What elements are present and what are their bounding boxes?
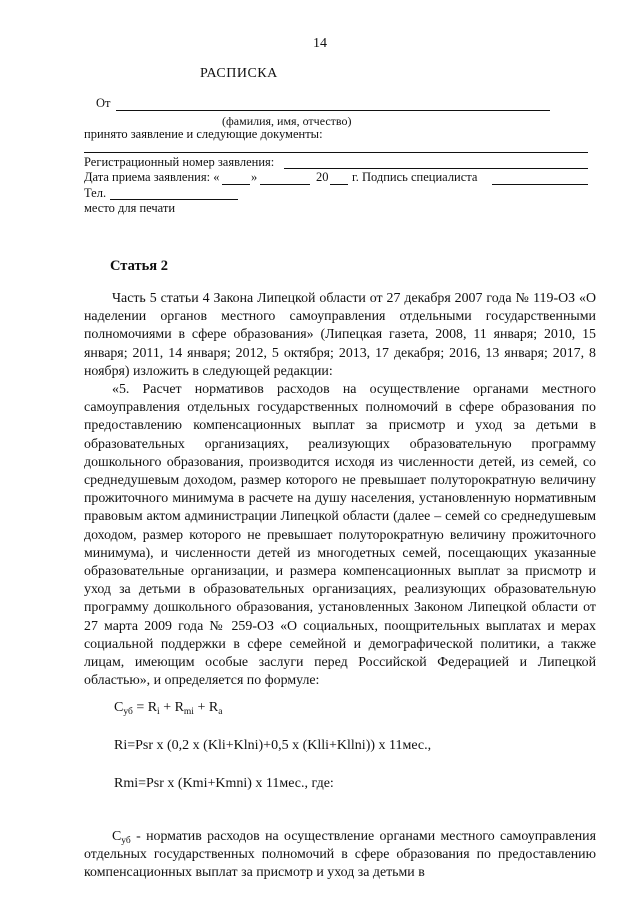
date-label: Дата приема заявления: « bbox=[84, 170, 220, 184]
year-underline bbox=[330, 184, 348, 185]
formula-rmi: Rmi=Psr x (Kmi+Kmni) x 11мес., где: bbox=[114, 776, 334, 791]
month-underline bbox=[260, 184, 310, 185]
article-heading: Статья 2 bbox=[110, 258, 168, 274]
phone-underline bbox=[110, 199, 238, 200]
formula-cub: $С_{уб} = R_i + R_{mi} + R_a$ bbox=[114, 700, 223, 717]
definition-text: - норматив расходов на осуществление органами местного самоуправления отдельных государственных полномочий в сфере образования по предоставлению компенсационных выплат за присмотр и уход за детьми в bbox=[84, 829, 596, 881]
fio-caption: (фамилия, имя, отчество) bbox=[222, 114, 352, 128]
documents-underline bbox=[84, 152, 588, 153]
date-quote-close: » bbox=[251, 170, 258, 184]
article-paragraph-1: Часть 5 статьи 4 Закона Липецкой области от 27 декабря 2007 года № 119-ОЗ «О наделении органов местного самоуправления отдельными государственными полномочиями в сфере образования» (Липецкая газета, 2008, 11 января; 2010, 15 января; 2011, 14 января; 2012, 5 октября; 2013, 17 декабря; 2016, 13 января; 2017, 8 ноября) изложить в следующей редакции: bbox=[84, 291, 596, 379]
definition-paragraph: $С_{уб}$ - норматив расходов на осуществление органами местного самоуправления отдельных государственных полномочий в сфере образования по предоставлению компенсационных выплат за присмотр и уход за детьми в bbox=[84, 829, 596, 881]
year-prefix: 20 bbox=[316, 170, 329, 184]
signature-underline bbox=[492, 184, 588, 185]
reg-number-underline bbox=[284, 168, 588, 169]
article-body bbox=[84, 290, 596, 690]
article-paragraph-2: «5. Расчет нормативов расходов на осуществление органами местного самоуправления отдельных государственных полномочий в сфере образования по предоставлению компенсационных выплат за присмотр и уход за детьми в образовательных организациях, реализующих образовательную программу дошкольного образования, производится исходя из численности детей, из семей, со среднедушевым доходом, размер которого не превышает полуторократную величину прожиточного минимума в расчете на душу населения, установленную нормативным правовым актом администрации Липецкой области (далее – семей со среднедушевым доходом, размер которого не превышает полуторократную величину прожиточного минимума), и численности детей из многодетных семей, посещающих указанные образовательные организации, и размера компенсационных выплат за присмотр и уход за детьми в образовательных организациях, реализующих образовательную программу дошкольного образования, установленных Законом Липецкой области от 27 марта 2009 года № 259-ОЗ «О социальных, поощрительных выплатах и мерах социальной поддержки в сфере семейной и демографической политики, а также лицам, имеющим особые заслуги перед Российской Федерацией и Липецкой областью», и определяется по формуле: bbox=[84, 382, 596, 689]
page-number: 14 bbox=[313, 36, 327, 51]
day-underline bbox=[222, 184, 250, 185]
definition-symbol: С bbox=[112, 829, 122, 844]
accepted-documents-line: принято заявление и следующие документы: bbox=[84, 127, 323, 141]
reg-number-label: Регистрационный номер заявления: bbox=[84, 155, 275, 169]
receipt-title: РАСПИСКА bbox=[200, 66, 278, 81]
formula-ri: Ri=Psr x (0,2 x (Kli+Klni)+0,5 x (Klli+Kllni)) x 11мес., bbox=[114, 738, 432, 753]
signature-label: г. Подпись специалиста bbox=[352, 170, 478, 184]
from-label: От bbox=[96, 96, 111, 110]
stamp-place-label: место для печати bbox=[84, 201, 176, 215]
from-underline bbox=[116, 110, 550, 111]
phone-label: Тел. bbox=[84, 186, 107, 200]
